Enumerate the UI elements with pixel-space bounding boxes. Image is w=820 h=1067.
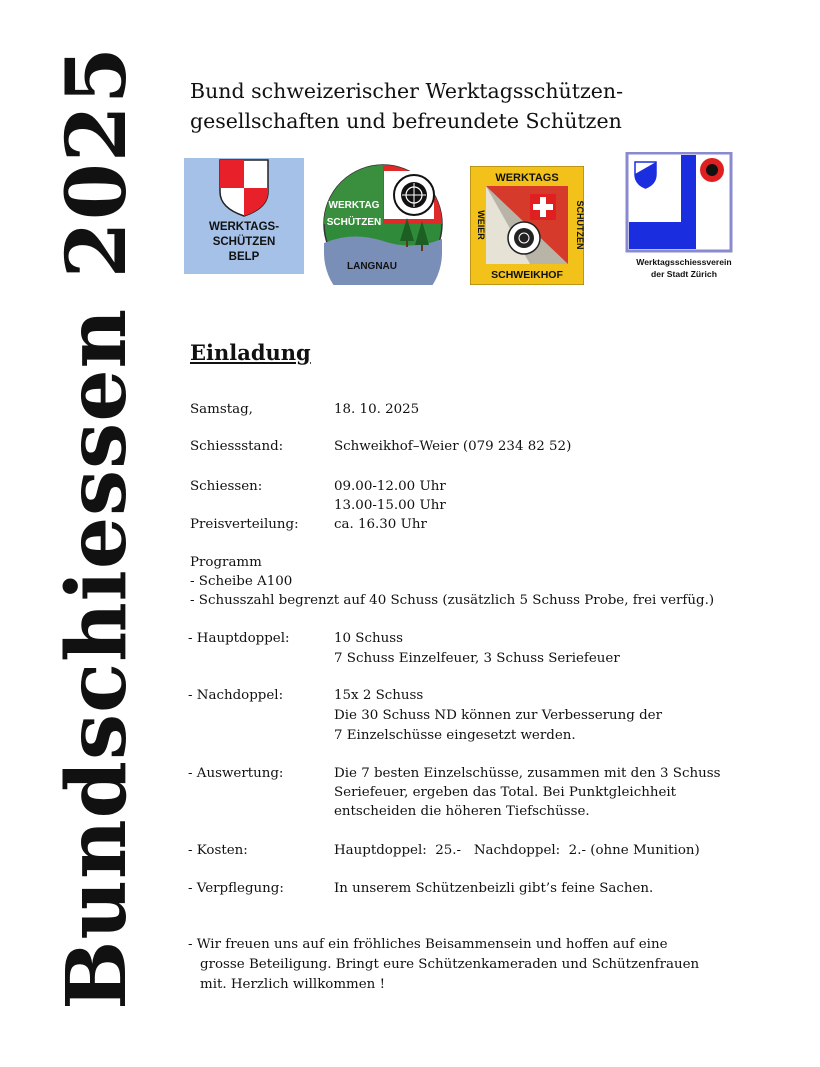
vertical-title-container [0,0,150,1067]
hauptdoppel-value-2: 7 Schuss Einzelfeuer, 3 Schuss Seriefeuer [334,651,620,666]
verpflegung-label: - Verpflegung: [188,881,284,896]
schiessstand-value: Schweikhof–Weier (079 234 82 52) [334,439,572,454]
auswertung-value-2: Seriefeuer, ergeben das Total. Bei Punktgleichheit [334,785,677,800]
schiessen-value-1: 09.00-12.00 Uhr [334,479,446,494]
logo-zuerich-line-2: der Stadt Zürich [651,269,717,279]
auswertung-label: - Auswertung: [188,766,284,781]
samstag-value: 18. 10. 2025 [334,402,420,417]
logo-langnau-bottom: LANGNAU [347,261,397,272]
logo-belp-line-3: BELP [228,251,260,263]
nachdoppel-value-1: 15x 2 Schuss [334,688,424,703]
logo-zuerich-line-1: Werktagsschiessverein [636,257,732,267]
nachdoppel-value-3: 7 Einzelschüsse eingesetzt werden. [334,728,576,743]
logo-belp-line-1: WERKTAGS- [208,221,280,233]
logo-schweikhof-left: WEIER [476,210,486,240]
hauptdoppel-label: - Hauptdoppel: [188,631,290,646]
auswertung-value-3: entscheiden die höheren Tiefschüsse. [334,804,590,819]
programm-line-1: - Scheibe A100 [190,574,293,589]
preisverteilung-value: ca. 16.30 Uhr [334,517,427,532]
closing-line-1: - Wir freuen uns auf ein fröhliches Beisammensein und hoffen auf eine [188,937,668,952]
nachdoppel-value-2: Die 30 Schuss ND können zur Verbesserung der [334,708,662,723]
logo-belp-line-2: SCHÜTZEN [212,236,276,248]
vertical-title: Bundschiessen 2025 [49,46,145,1010]
logo-schweikhof [470,166,584,285]
logo-belp [184,158,304,274]
schiessstand-label: Schiessstand: [190,439,284,454]
header [190,76,623,136]
auswertung-value-1: Die 7 besten Einzelschüsse, zusammen mit den 3 Schuss [334,766,721,781]
header-line-2: gesellschaften und befreundete Schützen [190,109,622,133]
logo-langnau-top: WERKTAG [328,200,380,211]
programm-title: Programm [190,555,262,570]
closing-line-3: mit. Herzlich willkommen ! [200,977,385,992]
header-line-1: Bund schweizerischer Werktagsschützen- [190,79,624,103]
logo-schweikhof-bottom: SCHWEIKHOF [491,269,563,281]
closing-line-2: grosse Beteiligung. Bringt eure Schützenkameraden und Schützenfrauen [200,957,700,972]
kosten-value: Hauptdoppel: 25.- Nachdoppel: 2.- (ohne Munition) [334,843,700,858]
logo-langnau [322,163,444,285]
schiessen-value-2: 13.00-15.00 Uhr [334,498,446,513]
logo-zuerich [614,152,746,284]
logo-schweikhof-top: WERKTAGS [495,172,559,184]
logo-schweikhof-right: SCHÜTZEN [575,200,584,250]
logo-langnau-mid: SCHÜTZEN [326,217,382,228]
schiessen-label: Schiessen: [190,479,263,494]
logo-belp-graphic [184,158,304,274]
samstag-label: Samstag, [190,402,253,417]
kosten-label: - Kosten: [188,843,248,858]
hauptdoppel-value-1: 10 Schuss [334,631,403,646]
nachdoppel-label: - Nachdoppel: [188,688,284,703]
logo-langnau-graphic [322,163,444,285]
programm-line-2: - Schusszahl begrenzt auf 40 Schuss (zusätzlich 5 Schuss Probe, frei verfüg.) [190,593,715,608]
verpflegung-value: In unserem Schützenbeizli gibt’s feine Sachen. [334,881,654,896]
einladung-heading: Einladung [190,340,311,365]
preisverteilung-label: Preisverteilung: [190,517,299,532]
logo-schweikhof-graphic [470,166,584,285]
logo-zuerich-graphic [614,152,746,284]
